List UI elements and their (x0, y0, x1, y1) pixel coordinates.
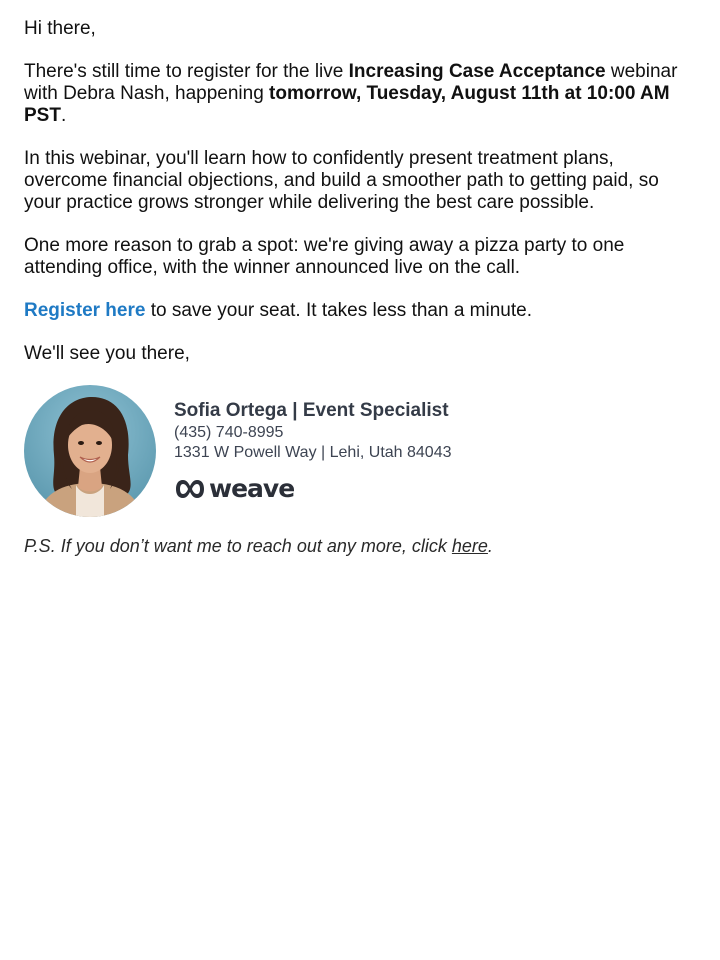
paragraph-register (24, 300, 696, 322)
closing: We'll see you there, (24, 343, 190, 364)
weave-logo-text: weave (209, 474, 295, 503)
signature-name-title: Sofia Ortega | Event Specialist (174, 400, 449, 421)
invite-text-end: . (60, 105, 67, 126)
webinar-date: tomorrow, Tuesday, August 11th at 10:00 AM PST (24, 83, 670, 126)
postscript-text: P.S. If you don’t want me to reach out any more, click (24, 536, 452, 556)
register-link[interactable]: Register here (24, 300, 146, 321)
signature-phone: (435) 740-8995 (174, 424, 284, 441)
email-signature (24, 385, 696, 517)
signature-details (174, 399, 452, 463)
weave-logo (174, 474, 294, 504)
avatar-photo (24, 385, 156, 517)
greeting: Hi there, (24, 18, 96, 39)
invite-text-mid: webinar with Debra Nash, happening (24, 61, 678, 104)
postscript-end: . (487, 536, 493, 556)
invite-text-pre: There's still time to register for the live (24, 61, 349, 82)
unsubscribe-link[interactable]: here (451, 536, 488, 556)
postscript (24, 535, 493, 557)
webinar-title: Increasing Case Acceptance (348, 61, 606, 82)
email-body (24, 18, 696, 386)
signature-address: 1331 W Powell Way | Lehi, Utah 84043 (174, 444, 452, 461)
avatar (24, 385, 156, 517)
paragraph-invite (24, 61, 696, 127)
weave-logo-icon (174, 477, 206, 501)
paragraph-pizza: One more reason to grab a spot: we're giving away a pizza party to one attending office, with the winner announced live on the call. (24, 235, 625, 278)
paragraph-learn: In this webinar, you'll learn how to confidently present treatment plans, overcome financial objections, and build a smoother path to getting paid, so your practice grows stronger while delivering the best care possible. (24, 148, 659, 213)
register-text: to save your seat. It takes less than a minute. (145, 300, 532, 321)
